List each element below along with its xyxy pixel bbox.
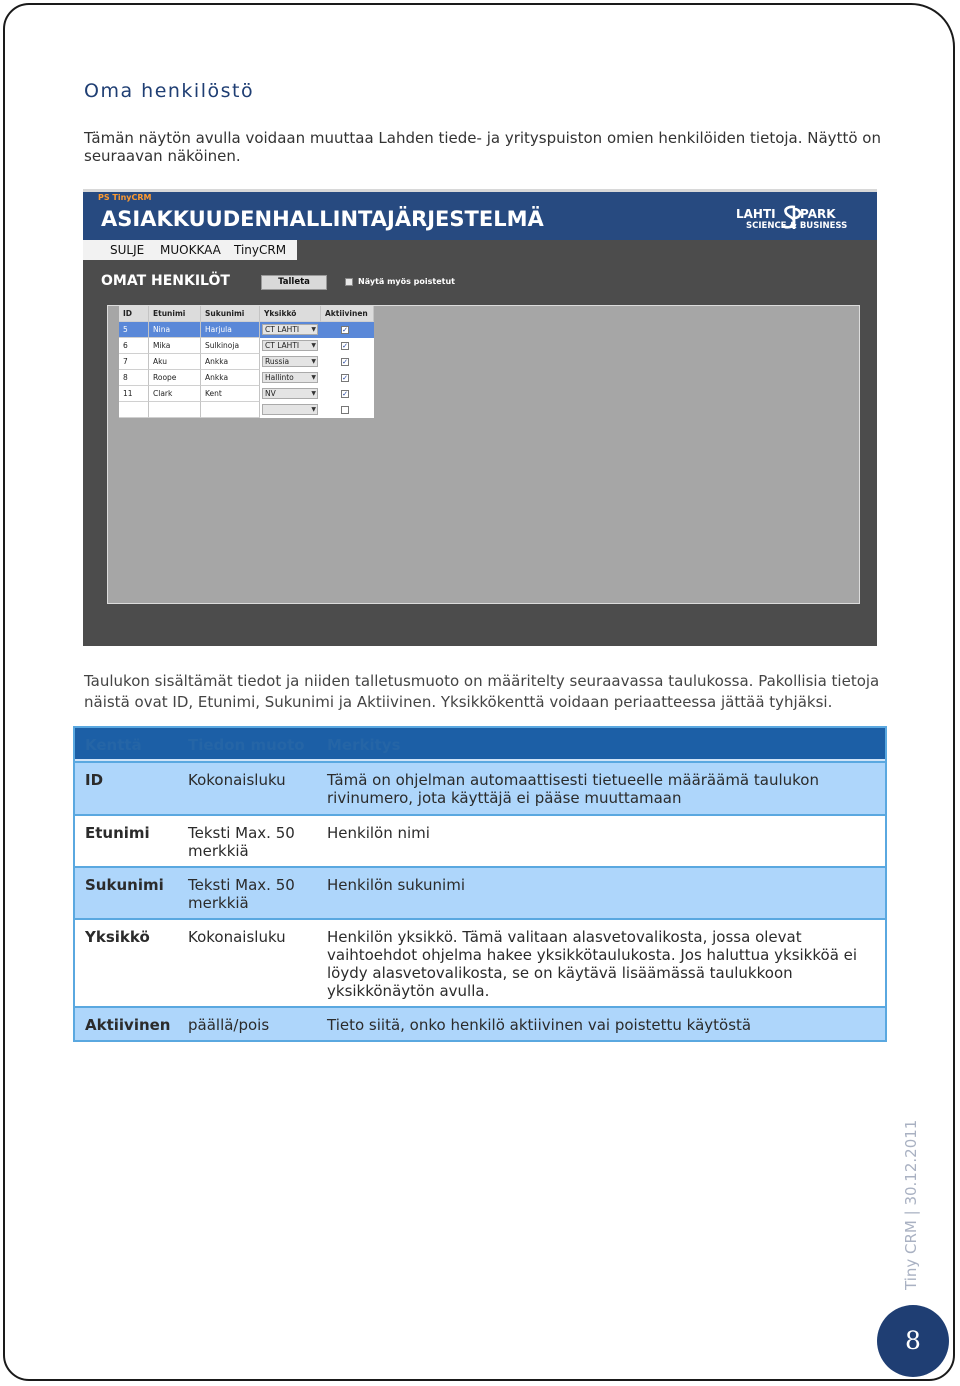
active-checkbox[interactable]	[341, 406, 349, 414]
logo-lahti-text: LAHTI	[736, 207, 776, 221]
app-header	[83, 192, 877, 240]
unit-value: NV	[265, 389, 276, 398]
menu-item-tinycrm[interactable]: TinyCRM	[234, 243, 287, 257]
unit-dropdown[interactable]	[262, 324, 318, 335]
field-meaning: Henkilön sukunimi	[327, 876, 465, 894]
active-checkbox[interactable]: ✓	[342, 374, 348, 382]
unit-dropdown[interactable]	[262, 388, 318, 399]
unit-dropdown[interactable]	[262, 372, 318, 383]
field-format: päällä/pois	[188, 1016, 270, 1034]
grid-new-row[interactable]	[119, 402, 374, 418]
unit-value: Hallinto	[265, 373, 294, 382]
show-deleted-checkbox[interactable]	[345, 278, 353, 286]
grid-row[interactable]	[119, 386, 374, 402]
active-checkbox[interactable]: ✓	[342, 390, 348, 398]
cell-id[interactable]: 8	[119, 370, 149, 386]
chevron-down-icon: ▼	[311, 406, 316, 413]
unit-dropdown[interactable]	[262, 404, 318, 415]
grid-row[interactable]	[119, 338, 374, 354]
field-name: Sukunimi	[85, 876, 164, 894]
field-format: Teksti Max. 50 merkkiä	[188, 824, 295, 860]
logo-park-text: PARK	[800, 207, 836, 221]
field-meaning: Henkilön yksikkö. Tämä valitaan alasvetovalikosta, jossa olevat vaihtoehdot ohjelma hakee yksikkötaulukosta. Jos haluttua yksikköä ei löydy alasvetovalikosta, se on käytävä lisäämässä taulukkoon yksikkönäytön avulla.	[327, 928, 858, 1000]
cell-first-name[interactable]: Roope	[149, 370, 201, 386]
footer-side-text: Tiny CRM | 30.12.2011	[902, 1119, 920, 1290]
table-row	[75, 761, 885, 814]
cell-last-name[interactable]: Sulkinoja	[201, 338, 260, 354]
cell-id[interactable]: 5	[119, 322, 149, 338]
page-heading: Oma henkilöstö	[84, 80, 255, 102]
cell-first-name[interactable]: Aku	[149, 354, 201, 370]
app-title: ASIAKKUUDENHALLINTAJÄRJESTELMÄ	[101, 207, 544, 231]
cell-first-name[interactable]	[149, 402, 201, 418]
show-deleted-label: Näytä myös poistetut	[358, 277, 455, 286]
save-button[interactable]: Talleta	[261, 275, 327, 290]
cell-last-name[interactable]	[201, 402, 260, 418]
field-name: Yksikkö	[85, 928, 150, 946]
people-grid	[119, 306, 374, 418]
page-number: 8	[905, 1326, 921, 1355]
active-checkbox[interactable]: ✓	[342, 342, 348, 350]
grid-header-active[interactable]: Aktiivinen	[321, 306, 374, 322]
chevron-down-icon: ▼	[311, 390, 316, 397]
chevron-down-icon: ▼	[311, 342, 316, 349]
field-meaning: Tämä on ohjelman automaattisesti tietueelle määräämä taulukon rivinumero, jota käyttäjä ei pääse muuttamaan	[327, 771, 819, 807]
active-checkbox[interactable]: ✓	[342, 326, 348, 334]
chevron-down-icon: ▼	[311, 326, 316, 333]
unit-dropdown[interactable]	[262, 356, 318, 367]
unit-value: Russia	[265, 357, 290, 366]
app-screenshot	[83, 189, 877, 646]
grid-row[interactable]	[119, 322, 374, 338]
cell-id[interactable]: 11	[119, 386, 149, 402]
table-row	[75, 918, 885, 1006]
lahti-science-park-logo	[736, 204, 856, 234]
chevron-down-icon: ▼	[311, 358, 316, 365]
cell-id[interactable]	[119, 402, 149, 418]
screen-title: OMAT HENKILÖT	[101, 273, 230, 289]
intro-paragraph: Tämän näytön avulla voidaan muuttaa Lahden tiede- ja yrityspuiston omien henkilöiden tietoja. Näyttö on seuraavan näköinen.	[84, 129, 881, 165]
field-format: Kokonaisluku	[188, 928, 286, 946]
field-format: Teksti Max. 50 merkkiä	[188, 876, 295, 912]
body-paragraph: Taulukon sisältämät tiedot ja niiden talletusmuoto on määritelty seuraavassa taulukossa. Pakollisia tietoja näistä ovat ID, Etunimi, Sukunimi ja Aktiivinen. Yksikkökenttä voidaan periaatteessa jättää tyhjäksi.	[84, 672, 880, 711]
field-format: Kokonaisluku	[188, 771, 286, 789]
menu-item-sulje[interactable]: SULJE	[110, 243, 145, 257]
header-tiedon-muoto: Tiedon muoto	[188, 736, 305, 754]
field-definition-table	[73, 726, 887, 1042]
logo-science-business-text: SCIENCE & BUSINESS	[746, 221, 848, 231]
field-name: Etunimi	[85, 824, 150, 842]
field-name: Aktiivinen	[85, 1016, 171, 1034]
active-checkbox[interactable]: ✓	[342, 358, 348, 366]
grid-header-first[interactable]: Etunimi	[149, 306, 201, 322]
cell-first-name[interactable]: Mika	[149, 338, 201, 354]
table-row	[75, 1006, 885, 1040]
table-row	[75, 866, 885, 918]
cell-last-name[interactable]: Ankka	[201, 370, 260, 386]
unit-value: CT LAHTI	[265, 341, 300, 350]
grid-row[interactable]	[119, 370, 374, 386]
cell-last-name[interactable]: Ankka	[201, 354, 260, 370]
header-merkitys: Merkitys	[327, 736, 401, 754]
field-meaning: Henkilön nimi	[327, 824, 430, 842]
cell-first-name[interactable]: Nina	[149, 322, 201, 338]
grid-header-row	[119, 306, 374, 322]
unit-dropdown[interactable]	[262, 340, 318, 351]
grid-header-id[interactable]: ID	[119, 306, 149, 322]
header-kentta: Kenttä	[85, 736, 142, 754]
table-header-row	[75, 728, 885, 761]
cell-first-name[interactable]: Clark	[149, 386, 201, 402]
table-row	[75, 814, 885, 866]
field-meaning: Tieto siitä, onko henkilö aktiivinen vai poistettu käytöstä	[327, 1016, 752, 1034]
ps-tinycrm-label: PS TinyCRM	[98, 193, 152, 202]
field-name: ID	[85, 771, 104, 789]
unit-value: CT LAHTI	[265, 325, 300, 334]
cell-id[interactable]: 7	[119, 354, 149, 370]
grid-row[interactable]	[119, 354, 374, 370]
cell-last-name[interactable]: Harjula	[201, 322, 260, 338]
menu-item-muokkaa[interactable]: MUOKKAA	[160, 243, 221, 257]
grid-header-unit[interactable]: Yksikkö	[260, 306, 321, 322]
cell-id[interactable]: 6	[119, 338, 149, 354]
cell-last-name[interactable]: Kent	[201, 386, 260, 402]
chevron-down-icon: ▼	[311, 374, 316, 381]
app-menu-bar	[83, 240, 297, 260]
grid-header-last[interactable]: Sukunimi	[201, 306, 260, 322]
